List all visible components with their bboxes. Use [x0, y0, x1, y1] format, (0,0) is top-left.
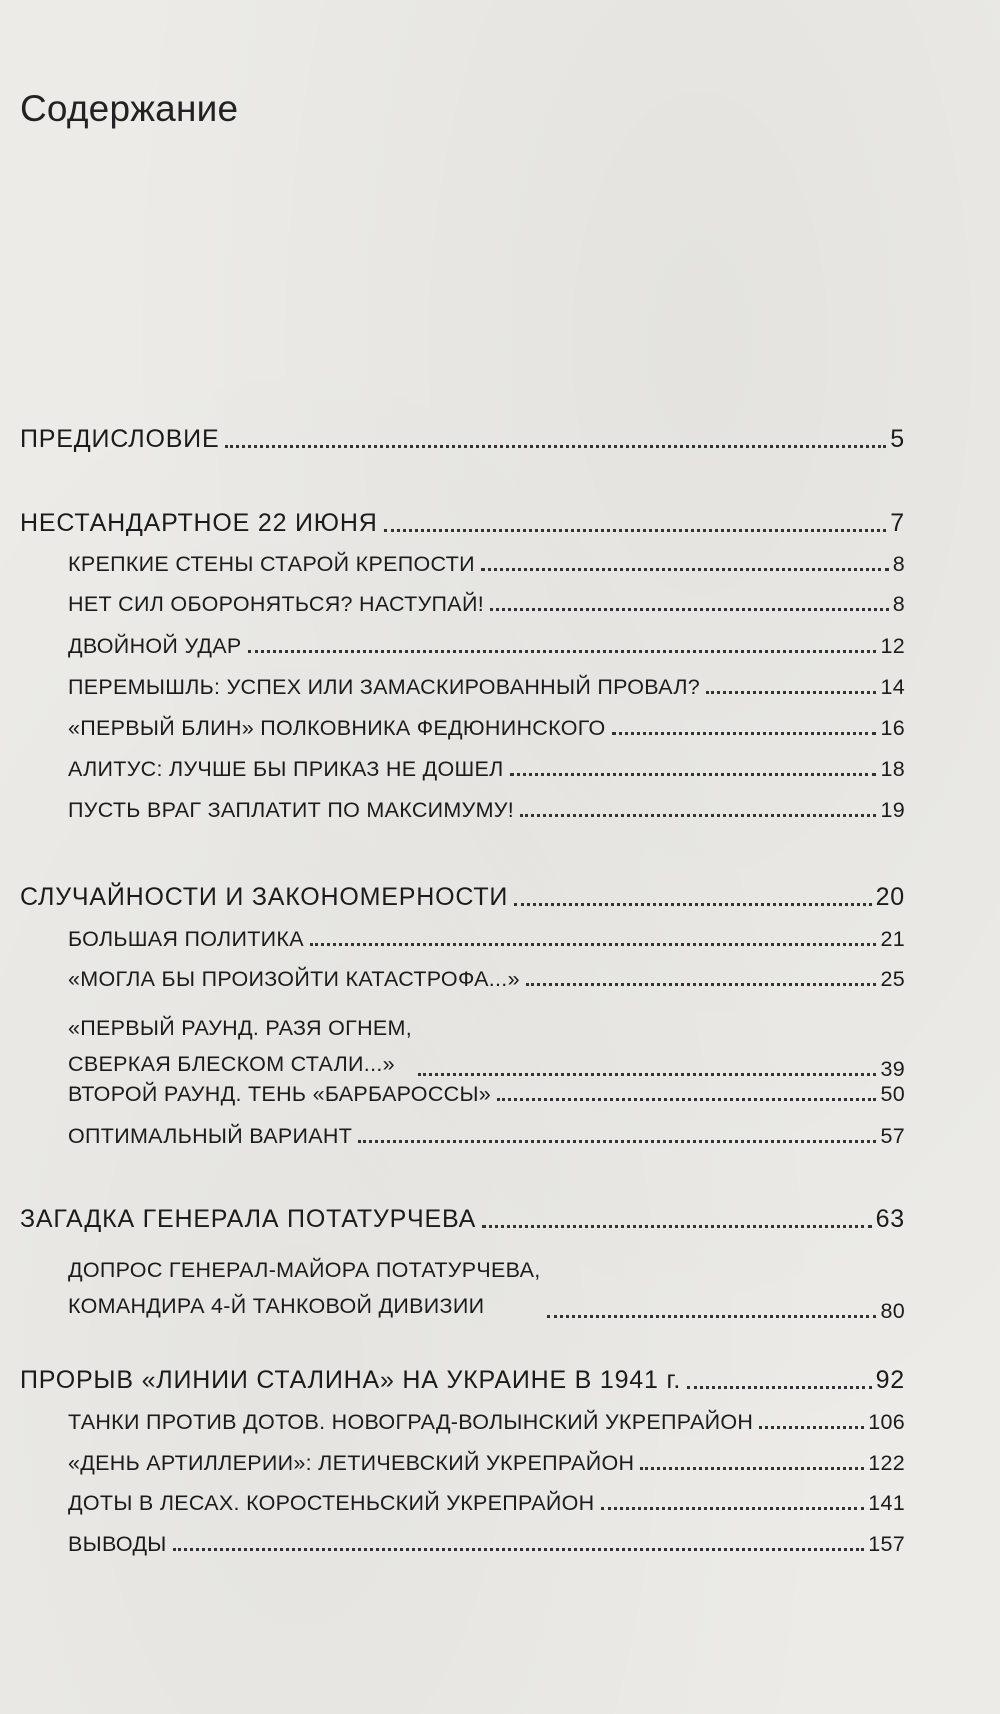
toc-entry-section	[68, 1124, 905, 1149]
dot-leader	[526, 983, 877, 986]
dot-leader	[490, 608, 889, 611]
toc-page-number: 8	[892, 552, 905, 576]
toc-entry-chapter	[20, 509, 905, 538]
toc-page-number: 92	[875, 1366, 905, 1394]
dot-leader	[418, 1073, 876, 1076]
dot-leader	[225, 445, 886, 448]
dot-leader	[481, 568, 889, 571]
toc-page-number: 57	[880, 1124, 905, 1148]
toc-entry-title-line-1: ДОПРОС ГЕНЕРАЛ-МАЙОРА ПОТАТУРЧЕВА,	[68, 1258, 541, 1282]
toc-page-number: 16	[880, 716, 905, 740]
toc-page-number: 18	[880, 757, 905, 781]
toc-entry-title-line-1: «ПЕРВЫЙ РАУНД. РАЗЯ ОГНЕМ,	[68, 1016, 413, 1040]
page-title: Содержание	[20, 88, 239, 129]
toc-entry-title: ПРОРЫВ «ЛИНИИ СТАЛИНА» НА УКРАИНЕ В 1941 г.	[20, 1366, 682, 1394]
dot-leader	[510, 773, 877, 776]
toc-page-number: 20	[875, 883, 905, 911]
toc-page-number: 19	[880, 798, 905, 822]
toc-entry-section-multiline	[68, 1252, 905, 1324]
dot-leader	[248, 650, 877, 653]
toc-entry-title: НЕТ СИЛ ОБОРОНЯТЬСЯ? НАСТУПАЙ!	[68, 592, 484, 616]
dot-leader	[640, 1467, 864, 1470]
toc-entry-section	[68, 1532, 905, 1557]
toc-entry-section	[68, 1410, 905, 1435]
toc-entry-section	[68, 798, 905, 823]
toc-entry-section	[68, 967, 905, 992]
dot-leader	[497, 1098, 876, 1101]
toc-entry-title: ДВОЙНОЙ УДАР	[68, 634, 242, 658]
toc-entry-title	[68, 1010, 412, 1082]
dot-leader	[358, 1140, 876, 1143]
toc-entry-title: ВТОРОЙ РАУНД. ТЕНЬ «БАРБАРОССЫ»	[68, 1082, 492, 1106]
toc-entry-title: ПУСТЬ ВРАГ ЗАПЛАТИТ ПО МАКСИМУМУ!	[68, 798, 515, 822]
toc-entry-preface	[20, 425, 905, 454]
toc-entry-title: «ПЕРВЫЙ БЛИН» ПОЛКОВНИКА ФЕДЮНИНСКОГО	[68, 716, 606, 740]
toc-entry-title-line-2: СВЕРКАЯ БЛЕСКОМ СТАЛИ...»	[68, 1052, 395, 1076]
toc-entry-section	[68, 675, 905, 700]
toc-page-number: 8	[892, 592, 905, 616]
toc-entry-title: ДОТЫ В ЛЕСАХ. КОРОСТЕНЬСКИЙ УКРЕПРАЙОН	[68, 1491, 595, 1515]
toc-entry-title: БОЛЬШАЯ ПОЛИТИКА	[68, 927, 304, 951]
dot-leader	[759, 1426, 864, 1429]
toc-entry-section	[68, 1451, 905, 1476]
toc-page-number: 25	[880, 967, 905, 991]
toc-entry-title: КРЕПКИЕ СТЕНЫ СТАРОЙ КРЕПОСТИ	[68, 552, 475, 576]
toc-entry-title: ПРЕДИСЛОВИЕ	[20, 425, 220, 453]
toc-entry-title: «МОГЛА БЫ ПРОИЗОЙТИ КАТАСТРОФА...»	[68, 967, 520, 991]
toc-page-number: 12	[880, 634, 905, 658]
toc-entry-section-multiline	[68, 1010, 905, 1082]
toc-entry-title-line-2: КОМАНДИРА 4-Й ТАНКОВОЙ ДИВИЗИИ	[68, 1294, 485, 1318]
dot-leader	[547, 1315, 877, 1318]
toc-entry-title	[68, 1252, 541, 1324]
toc-page-number: 63	[875, 1205, 905, 1233]
toc-entry-title: ВЫВОДЫ	[68, 1532, 167, 1556]
toc-entry-title: ЗАГАДКА ГЕНЕРАЛА ПОТАТУРЧЕВА	[20, 1205, 477, 1233]
dot-leader	[310, 943, 877, 946]
toc-page-number: 50	[880, 1082, 905, 1106]
dot-leader	[520, 814, 876, 817]
toc-entry-section	[68, 716, 905, 741]
toc-entry-section	[68, 1082, 905, 1107]
dot-leader	[514, 903, 871, 906]
toc-entry-title: СЛУЧАЙНОСТИ И ЗАКОНОМЕРНОСТИ	[20, 883, 509, 911]
toc-page-number: 21	[880, 927, 905, 951]
toc-page-number: 14	[880, 675, 905, 699]
toc-page-number: 5	[890, 425, 905, 453]
toc-entry-title: ПЕРЕМЫШЛЬ: УСПЕХ ИЛИ ЗАМАСКИРОВАННЫЙ ПРОВАЛ?	[68, 675, 700, 699]
toc-page-number: 122	[868, 1451, 905, 1475]
dot-leader	[687, 1386, 872, 1389]
toc-entry-chapter	[20, 883, 905, 912]
toc-entry-title: ОПТИМАЛЬНЫЙ ВАРИАНТ	[68, 1124, 353, 1148]
toc-page-number: 106	[868, 1410, 905, 1434]
toc-page-number: 7	[890, 509, 905, 537]
dot-leader	[612, 732, 877, 735]
toc-entry-title: НЕСТАНДАРТНОЕ 22 ИЮНЯ	[20, 509, 378, 537]
toc-entry-title: ТАНКИ ПРОТИВ ДОТОВ. НОВОГРАД-ВОЛЫНСКИЙ УКРЕПРАЙОН	[68, 1410, 754, 1434]
toc-entry-section	[68, 927, 905, 952]
toc-entry-section	[68, 552, 905, 577]
toc-entry-chapter	[20, 1205, 905, 1234]
toc-entry-section	[68, 592, 905, 617]
dot-leader	[601, 1507, 865, 1510]
dot-leader	[173, 1548, 865, 1551]
toc-page-number: 141	[868, 1491, 905, 1515]
toc-entry-title: АЛИТУС: ЛУЧШЕ БЫ ПРИКАЗ НЕ ДОШЕЛ	[68, 757, 504, 781]
toc-page-number: 157	[868, 1532, 905, 1556]
dot-leader	[384, 529, 887, 532]
toc-entry-section	[68, 634, 905, 659]
toc-entry-chapter	[20, 1366, 905, 1395]
toc-entry-section	[68, 1491, 905, 1516]
dot-leader	[706, 691, 876, 694]
toc-page-number: 80	[880, 1299, 905, 1323]
dot-leader	[482, 1225, 871, 1228]
toc-entry-section	[68, 757, 905, 782]
toc-entry-title: «ДЕНЬ АРТИЛЛЕРИИ»: ЛЕТИЧЕВСКИЙ УКРЕПРАЙОН	[68, 1451, 635, 1475]
toc-page-number: 39	[880, 1057, 905, 1081]
